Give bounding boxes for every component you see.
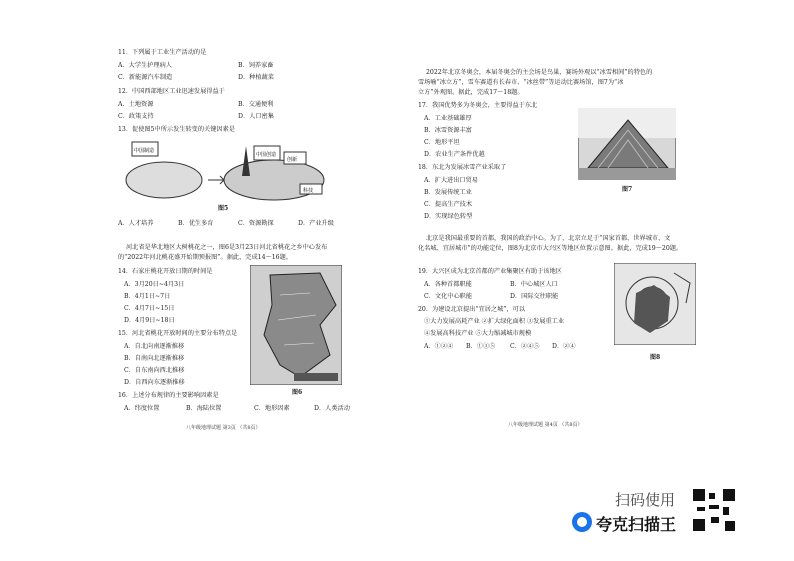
fig5-label-2: 中国创造 [256,152,277,158]
q16-opt-a: A．纬度位置 [124,405,160,412]
q15-opt-a: A．自北向南逐渐推移 [124,343,185,350]
q16: 16．上述分布规律的主要影响因素是 [118,392,219,399]
q18-opt-a: A．扩大进出口贸易 [424,177,478,184]
q13: 13．促使图5中所示发生转变的关键因素是 [118,126,235,133]
q11-opt-c: C．新能源汽车制造 [118,74,173,81]
intro-line-3: 立方”外观图。据此，完成17～18题。 [418,89,524,96]
passage-1-line-2: 的“2022年河北桃花盛开始期预报图”。据此，完成14～16题。 [118,254,292,261]
q11: 11．下列属于工业生产活动的是 [118,49,207,56]
fig5-caption: 图5 [218,205,229,212]
q12-opt-c: C．政策支持 [118,113,154,120]
q17-opt-a: A．工业基础雄厚 [424,115,472,122]
q20-opt-d: D．②④ [552,343,576,350]
q18-opt-b: B．发展传统工业 [424,189,472,196]
figure-6-map [250,265,342,385]
q20: 20．为建设北京提出“宜居之城”，可以 [418,306,526,313]
q18-opt-d: D．实现绿色转型 [424,213,473,220]
q17-opt-b: B．冰雪资源丰富 [424,127,472,134]
q12-opt-d: D．人口密集 [238,113,274,120]
q17-opt-d: D．农业生产条件优越 [424,151,485,158]
q19: 19．大兴区成为北京首都的产业集聚区有助于该地区 [418,268,562,275]
q12-opt-b: B．交通便利 [238,101,274,108]
left-footer: 八年级地理试题 第3页 （共8页） [186,425,261,431]
q15-opt-c: C．自东南向西北推移 [124,367,185,374]
passage-1-line-1: 河北省是华北地区大树桃花之一，图6是3月23日河北省桃花之乡中心发布 [126,244,328,251]
q13-opt-d: D．产业升级 [298,220,334,227]
q14: 14．石家庄桃花开放日期的时间是 [118,268,213,275]
figure-8-map [614,263,696,345]
quark-logo-icon [572,512,592,532]
q15-opt-b: B．自南向北逐渐推移 [124,355,185,362]
q11-opt-d: D．种植蔬菜 [238,74,274,81]
q16-opt-b: B．海陆位置 [186,405,222,412]
q17-opt-c: C．地形平坦 [424,139,460,146]
q12-opt-a: A．土地资源 [118,101,154,108]
q15: 15．河北省桃花开放时间的主要分布特点是 [118,330,238,337]
q14-opt-b: B．4月1日~7日 [124,293,171,300]
app-name: 夸克扫描王 [596,515,677,534]
q13-opt-a: A．人才培养 [118,220,154,227]
passage-2-line-1: 北京是我国最重要的首都，我国的政治中心。为了，北京立足于“国家首都、世界城市、文 [426,235,671,242]
q18: 18．东北为发展冰雪产业采取了 [418,164,507,171]
q20-opt-b: B．①③⑤ [466,343,496,350]
passage-2-line-2: 化名城、宜居城市”的功能定位，图8为北京市大兴区等地区位置示意图。据此，完成19～20题。 [418,245,683,252]
q13-opt-c: C．资源勘探 [238,220,274,227]
intro-line-2: 雪场喻“冰立方”，雪车赛道有长春市、“冰丝带”等运动比赛场馆，图7为“冰 [418,79,624,86]
q20-opt-c: C．②④⑤ [510,343,540,350]
qr-code-icon[interactable] [693,489,735,531]
q20-items-2: ④发展高科技产业 ⑤大力缩减城市规模 [424,330,532,337]
fig5-label-4: 科技 [303,188,314,194]
fig6-caption: 图6 [292,389,303,396]
scan-to-use-text: 扫码使用 [615,491,676,509]
q16-opt-d: D．人类活动 [314,405,350,412]
q13-opt-b: B．优生多育 [178,220,214,227]
q19-opt-d: D．国际交往职能 [510,293,559,300]
q14-opt-c: C．4月7日~15日 [124,305,175,312]
q19-opt-b: B．中心城区人口 [510,281,558,288]
fig5-label-3: 创新 [287,157,298,163]
fig7-caption: 图7 [622,186,633,193]
fig8-caption: 图8 [650,354,661,361]
fig5-label-1: 中国制造 [134,148,155,154]
q12: 12．中国西部地区工业迅速发展得益于 [118,88,225,95]
right-footer: 八年级地理试题 第4页 （共8页） [508,422,583,428]
intro-line-1: 2022年北京冬奥会，本届冬奥会的主会场是鸟巢，赛场外观以“冰雪相间”的特色的 [426,69,653,76]
q14-opt-a: A．3月20日~4月3日 [124,281,185,288]
q15-opt-d: D．自西向东逐渐推移 [124,379,185,386]
q11-opt-a: A．大学生护理病人 [118,62,172,69]
q17: 17．我国优势多为冬奥会，主要得益于东北 [418,102,538,109]
q16-opt-c: C．地形因素 [254,405,290,412]
figure-5 [124,136,334,206]
q11-opt-b: B．饲养家畜 [238,62,274,69]
figure-7-photo [578,108,676,180]
q20-items-1: ①大力发展高耗产业 ②扩大绿化面积 ③发展重工业 [424,318,565,325]
q14-opt-d: D．4月9日~18日 [124,317,175,324]
q19-opt-c: C．文化中心职能 [424,293,473,300]
q19-opt-a: A．各种首都职能 [424,281,472,288]
q18-opt-c: C．提高生产技术 [424,201,473,208]
q20-opt-a: A．①②④ [424,343,454,350]
